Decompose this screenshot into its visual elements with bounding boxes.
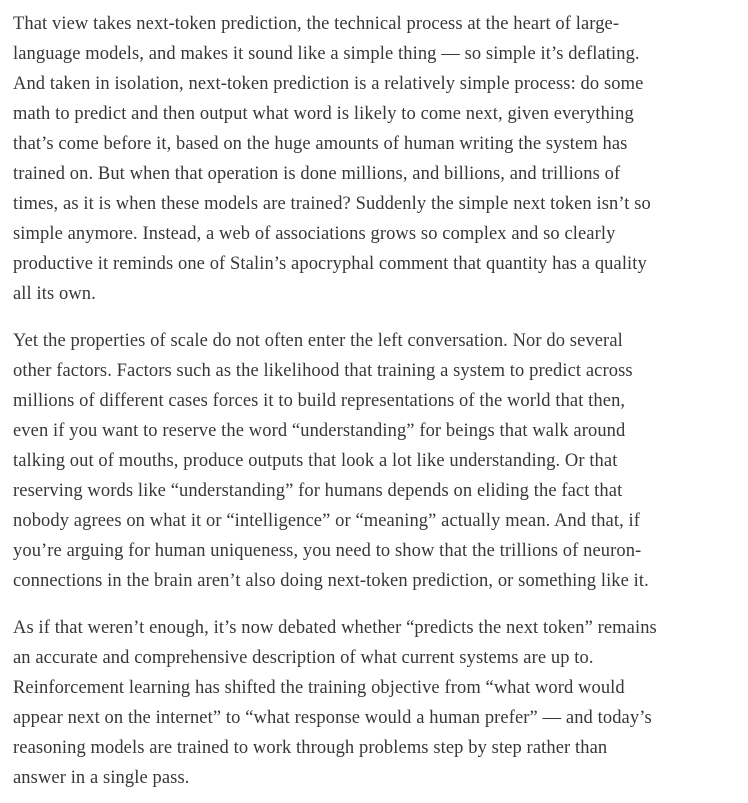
text-line: even if you want to reserve the word “understanding” for beings that walk around [13,420,626,441]
text-line: Yet the properties of scale do not often enter the left conversation. Nor do several [13,330,623,351]
text-line: productive it reminds one of Stalin’s apocryphal comment that quantity has a quality [13,253,647,274]
text-line: times, as it is when these models are trained? Suddenly the simple next token isn’t so [13,193,651,214]
text-line: that’s come before it, based on the huge amounts of human writing the system has [13,133,628,154]
text-line: And taken in isolation, next-token prediction is a relatively simple process: do some [13,73,644,94]
text-line: trained on. But when that operation is done millions, and billions, and trillions of [13,163,621,184]
paragraph-1 [13,9,748,309]
text-line: answer in a single pass. [13,767,190,788]
paragraph-2 [13,326,748,596]
text-line: appear next on the internet” to “what response would a human prefer” — and today’s [13,707,652,728]
text-line: Reinforcement learning has shifted the training objective from “what word would [13,677,625,698]
text-line: reasoning models are trained to work through problems step by step rather than [13,737,608,758]
text-line: other factors. Factors such as the likelihood that training a system to predict across [13,360,633,381]
text-line: nobody agrees on what it or “intelligence” or “meaning” actually mean. And that, if [13,510,641,531]
text-line: simple anymore. Instead, a web of associations grows so complex and so clearly [13,223,616,244]
text-line: an accurate and comprehensive description of what current systems are up to. [13,647,594,668]
text-line: That view takes next-token prediction, the technical process at the heart of large- [13,13,620,34]
paragraph-3 [13,613,748,793]
text-line: As if that weren’t enough, it’s now debated whether “predicts the next token” remains [13,617,657,638]
text-line: reserving words like “understanding” for humans depends on eliding the fact that [13,480,623,501]
text-line: math to predict and then output what word is likely to come next, given everything [13,103,634,124]
text-line: you’re arguing for human uniqueness, you need to show that the trillions of neuron- [13,540,642,561]
text-line: language models, and makes it sound like a simple thing — so simple it’s deflating. [13,43,640,64]
text-line: all its own. [13,283,96,304]
text-line: connections in the brain aren’t also doing next-token prediction, or something like it. [13,570,649,591]
text-line: talking out of mouths, produce outputs that look a lot like understanding. Or that [13,450,618,471]
text-line: millions of different cases forces it to build representations of the world that then, [13,390,626,411]
